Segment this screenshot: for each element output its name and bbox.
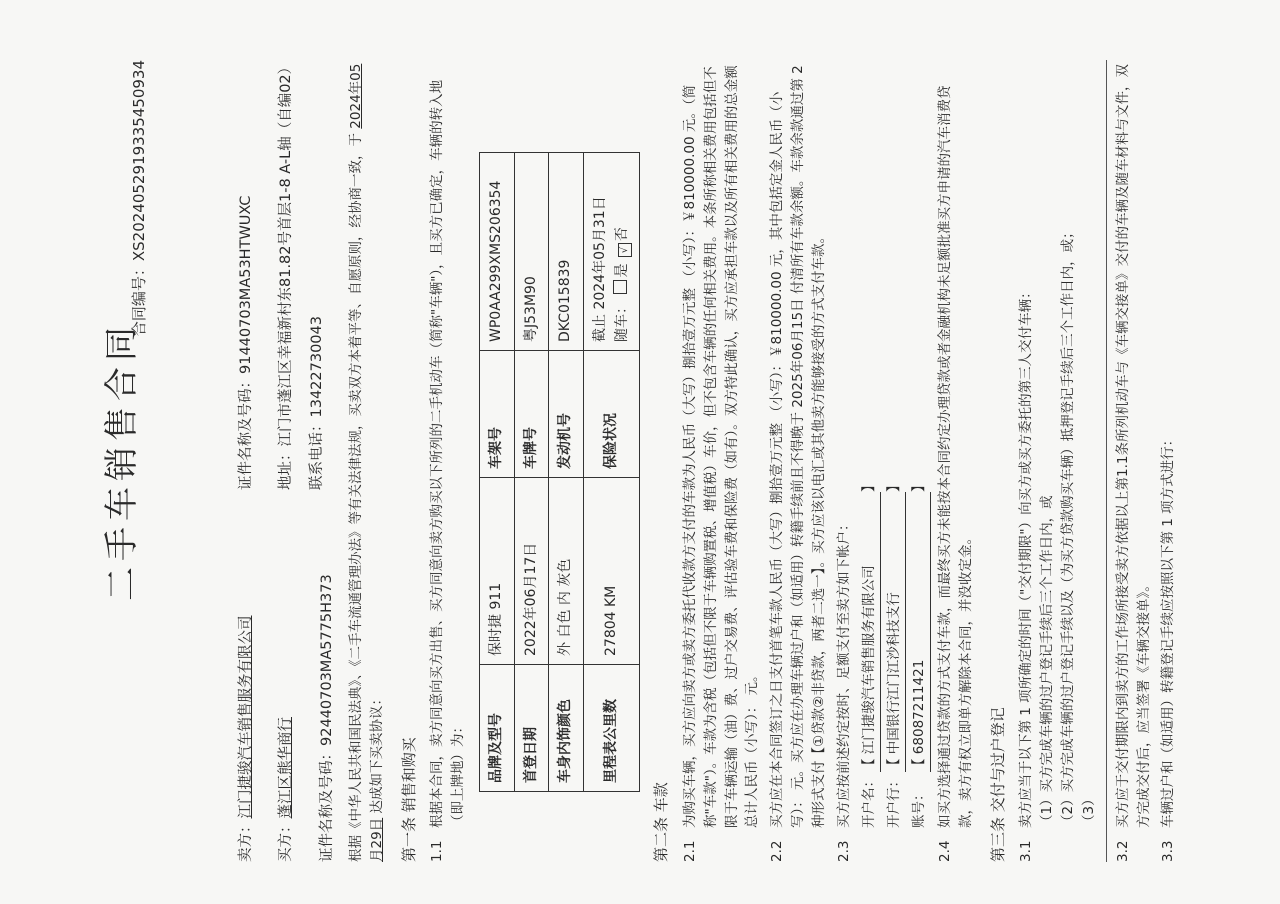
clause-2-3: 2.3 买方应按前述约定按时、足额支付至卖方如下帐户：: [836, 517, 853, 862]
article-3-heading: 第三条 交付与过户登记: [988, 707, 1007, 862]
article-2-heading: 第二条 车款: [652, 782, 671, 862]
seller-phone-row: 联系电话： 13422730043: [306, 60, 328, 490]
seller-address: 江门市蓬江区幸福新村东81.82号首层1-8 A-L轴（自编02）: [278, 59, 295, 447]
delivery-option-2: （2）买方完成车辆的过户登记手续以及（为买方贷款购买车辆）抵押登记手续后三个工作日内，或；: [1059, 225, 1076, 828]
clause-3-2: 3.2 买方应于交付期限内到卖方的工作场所接受卖方依据以上第1.1条所列机动车与《车辆交接单》交付的车辆及随车材料与文件，双方完成交付后，应当签署《车辆交接单》。: [1114, 64, 1152, 862]
clause-2-2: 2.2 买方应在本合同签订之日支付首笔车款人民币（大写）捌拾壹万元整 （小写）：￥810000.00 元，其中包括定金人民币（小写）： 元。买方应在办理车辆过户和（如适用）转籍手续前且不得晚于 2025年06月15日 付清所有车款余额。车款余款通过第 2 种形式支付【①贷款②非贷款，两者二选一】。买方应该以电汇或其他卖方能够接受的方式支付车款。: [769, 65, 828, 862]
checkbox-no: √: [618, 243, 632, 257]
table-row: 里程表公里数 27804 KM 保险状况 截止 2024年05月31日 随车： 是 √否: [584, 153, 640, 792]
account-bank-row: 开户行： 【 中国银行江门江沙科技支行 】: [884, 60, 906, 828]
table-row: 首登日期 2022年06月17日 车牌号 粤J53M90: [514, 153, 549, 792]
contract-title: 二手车销售合同: [102, 321, 142, 601]
delivery-option-1: （1）买方完成车辆的过户登记手续后三个工作日内，或: [1038, 495, 1055, 828]
clause-3-3: 3.3 车辆过户和（如适用）转籍登记手续应按照以下第 1 项方式进行：: [1160, 432, 1177, 862]
parties-block: [167, 60, 338, 862]
delivery-option-3: （3）: [1080, 792, 1097, 828]
account-name-row: 开户名： 【 江门捷骏汽车销售服务有限公司 】: [859, 60, 881, 828]
seller-name: 江门捷骏汽车销售服务有限公司: [237, 615, 254, 819]
party-left: [167, 512, 338, 862]
buyer-name: 蓬江区熊华商行: [278, 717, 295, 819]
agreement-date: 2024年05月29日: [348, 63, 386, 862]
divider: [1106, 60, 1107, 862]
buyer-name-row: 买方： 蓬江区熊华商行: [275, 512, 297, 862]
table-row: 车身内饰颜色 外 白色 内 灰色 发动机号 DKC015839: [549, 153, 584, 792]
clause-2-1: 2.1 为购买车辆，买方应向卖方或卖方委托代收款方支付的车款为人民币（大写）捌拾壹万元整 （小写）：￥810000.00 元。（简称"车款"）。车款为含税（包括但不限于车辆购置税、增值税）车价，但不包含车辆的任何相关费用。本条所称相关费用包括但不限于车辆运输（油）费、过户交易费、评估验车费和保险费（如有）。双方特此确认，买方应承担车款以及所有相关费用的总金额总计人民币（小写）： 元。: [681, 65, 761, 862]
clause-3-1: 3.1 卖方应当于以下第 1 项所确定的时间（"交付期限"）向买方或买方委托的第三人交付车辆： （1）买方完成车辆的过户登记手续后三个工作日内，或 （2）买方完成车辆的过户登记手续以及（为买方贷款购买车辆）抵押登记手续后三个工作日内，或； （3）: [1016, 60, 1100, 862]
buyer-id-row: 证件名称及号码： 92440703MA5775H373: [316, 512, 338, 862]
seller-phone: 13422730043: [308, 316, 325, 418]
seller-address-row: 地址： 江门市蓬江区幸福新村东81.82号首层1-8 A-L轴（自编02）: [275, 60, 297, 490]
vehicle-info-table: [479, 152, 640, 792]
article-1-heading: 第一条 销售和购买: [399, 737, 418, 862]
buyer-id: 92440703MA5775H373: [318, 574, 335, 746]
insurance-included: 随车： 是 √否: [613, 227, 630, 342]
account-name: 江门捷骏汽车销售服务有限公司: [861, 565, 878, 755]
party-right: [167, 60, 338, 490]
account-number: 68087211421: [910, 659, 927, 755]
seller-id: 91440703MA53HTWUXC: [237, 195, 254, 374]
account-bank: 中国银行江门江沙科技支行: [886, 592, 903, 755]
seller-name-row: 卖方： 江门捷骏汽车销售服务有限公司: [235, 512, 257, 862]
checkbox-yes: [613, 280, 627, 294]
clause-2-4: 2.4 如买方选择通过贷款的方式支付车款，而最终买方未能按本合同约定办理贷款或者金融机构未足额批准买方申请的汽车消费贷款，卖方有权立即单方解除本合同，并没收定金。: [936, 85, 974, 862]
clause-1-1: 1.1 根据本合同，卖方同意向买方出售、买方同意向卖方购买以下所列的二手机动车（简称"车辆"），且买方已确定，车辆的转入地（即上牌地）为：: [429, 79, 467, 862]
preamble: 根据《中华人民共和国民法典》、《二手车流通管理办法》等有关法律法规，买卖双方本着平等、自愿原则，经协商一致，于 2024年05月29日 达成如下买卖协议：: [348, 63, 386, 862]
contract-number: 合同编号：XS2024052919335450934: [130, 60, 148, 337]
seller-id-row: 证件名称及号码： 91440703MA53HTWUXC: [235, 60, 257, 490]
account-number-row: 账号： 【 68087211421 】: [909, 60, 931, 828]
table-row: 品牌及型号 保时捷 911 车架号 WP0AA299XMS206354: [480, 153, 515, 792]
